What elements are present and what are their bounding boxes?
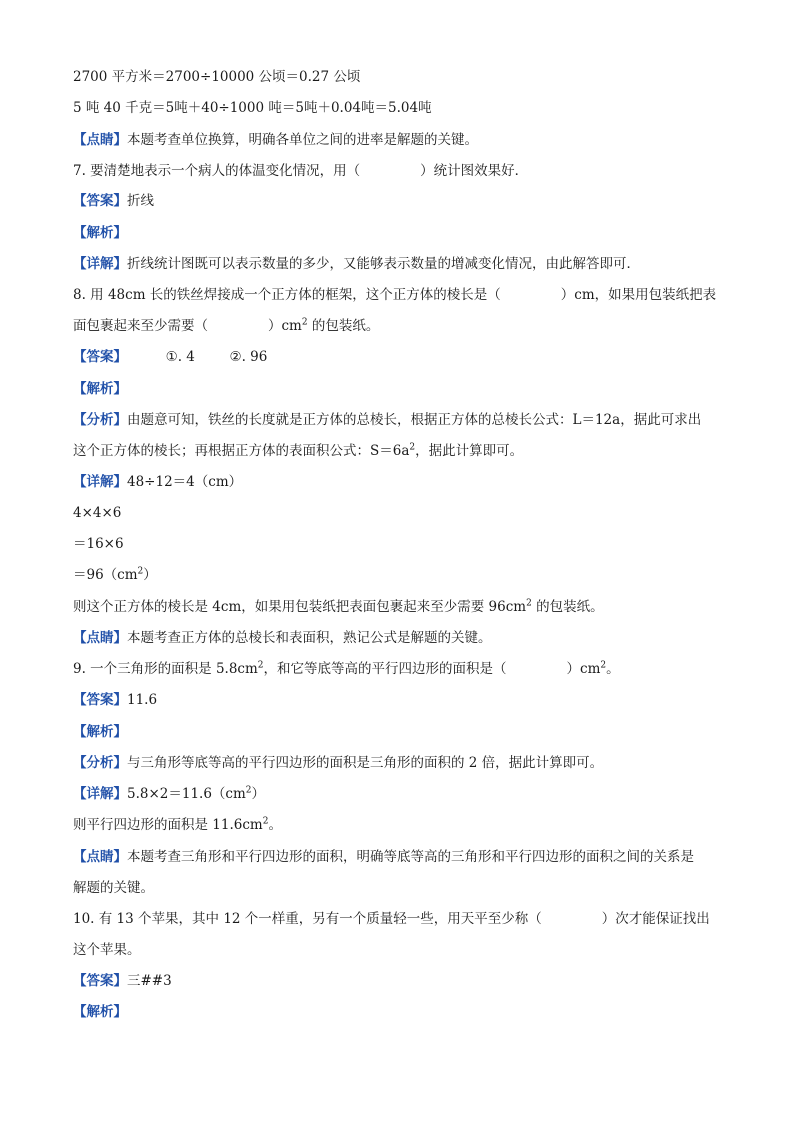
question-7 [73, 162, 528, 180]
key-point-tag: 【点睛】 [73, 849, 127, 865]
question-text: 这个苹果。 [73, 942, 141, 958]
question-text: 7. 要清楚地表示一个病人的体温变化情况，用（ [73, 163, 361, 179]
conclusion-text: 则这个正方体的棱长是 4cm，如果用包装纸把表面包裹起来至少需要 96cm [73, 599, 527, 615]
answer-tag: 【答案】 [73, 349, 127, 365]
detail-tag: 【详解】 [73, 256, 127, 272]
calculation-line [73, 566, 157, 584]
question-10-line-2 [73, 941, 141, 959]
reasoning-line-1 [73, 411, 701, 429]
question-text: ）cm [268, 318, 302, 334]
key-point-text: 本题考查正方体的总棱长和表面积，熟记公式是解题的关键。 [127, 630, 492, 646]
key-point-line-2 [73, 879, 154, 897]
answer-tag: 【答案】 [73, 692, 127, 708]
calculation-line [73, 504, 121, 522]
answer-value: . 4 [177, 349, 195, 365]
analysis-tag: 【解析】 [73, 1004, 127, 1020]
answer-tag: 【答案】 [73, 193, 127, 209]
analysis-line [73, 1003, 127, 1021]
question-text: 的包装纸。 [307, 318, 380, 334]
superscript: 2 [137, 566, 144, 577]
question-8-line-2 [73, 317, 379, 335]
conclusion-line [73, 816, 282, 834]
key-point-tag: 【点睛】 [73, 132, 127, 148]
detail-line [73, 785, 265, 803]
key-point-text: 解题的关键。 [73, 880, 154, 896]
superscript: 2 [409, 442, 416, 453]
key-point-line [73, 131, 478, 149]
conclusion-text: 则平行四边形的面积是 11.6cm [73, 817, 263, 833]
key-point-text: 本题考查三角形和平行四边形的面积，明确等底等高的三角形和平行四边形的面积之间的关系是 [127, 849, 694, 865]
calculation-line [73, 535, 124, 553]
circled-number-1: ① [165, 349, 178, 365]
detail-line [73, 473, 242, 491]
key-point-line-1 [73, 848, 694, 866]
superscript: 2 [245, 785, 252, 796]
answer-tag: 【答案】 [73, 973, 127, 989]
detail-text: ） [251, 786, 266, 802]
reasoning-tag: 【分析】 [73, 755, 127, 771]
question-text: 。 [606, 661, 620, 677]
key-point-text: 本题考查单位换算，明确各单位之间的进率是解题的关键。 [127, 132, 478, 148]
text-segment: 2700 平方米＝2700÷10000 公顷＝0.27 公顷 [73, 69, 361, 85]
question-text: ）cm [566, 661, 601, 677]
analysis-line [73, 380, 127, 398]
question-text: 9. 一个三角形的面积是 5.8cm [73, 661, 258, 677]
answer-line [73, 972, 172, 990]
key-point-tag: 【点睛】 [73, 630, 127, 646]
detail-tag: 【详解】 [73, 786, 127, 802]
question-text: 10. 有 13 个苹果，其中 12 个一样重，另有一个质量轻一些，用天平至少称（ [73, 911, 542, 927]
conclusion-text: 的包装纸。 [531, 599, 604, 615]
analysis-tag: 【解析】 [73, 225, 127, 241]
question-text: ）统计图效果好． [420, 163, 529, 179]
reasoning-text: 这个正方体的棱长；再根据正方体的表面积公式：S＝6a [73, 443, 410, 459]
unit-conversion-mass-line [73, 99, 432, 117]
circled-number-2: ② [229, 349, 242, 365]
detail-text: 折线统计图既可以表示数量的多少，又能够表示数量的增减变化情况，由此解答即可． [127, 256, 640, 272]
answer-text: 三##3 [127, 973, 172, 989]
question-9 [73, 660, 620, 678]
reasoning-line-2 [73, 442, 523, 460]
superscript: 2 [262, 816, 269, 827]
question-10-line-1 [73, 910, 710, 928]
answer-line [73, 691, 157, 709]
question-text: 面包裹起来至少需要（ [73, 318, 208, 334]
answer-value: . 96 [241, 349, 268, 365]
analysis-line [73, 224, 127, 242]
conclusion-line [73, 598, 604, 616]
detail-text: 48÷12＝4（cm） [127, 474, 243, 490]
answer-line [73, 192, 154, 210]
calculation-text: ） [143, 567, 157, 583]
reasoning-tag: 【分析】 [73, 412, 127, 428]
question-text: 8. 用 48cm 长的铁丝焊接成一个正方体的框架，这个正方体的棱长是（ [73, 287, 501, 303]
reasoning-text: 由题意可知，铁丝的长度就是正方体的总棱长，根据正方体的总棱长公式：L＝12a，据此可求出 [127, 412, 702, 428]
unit-conversion-area-line [73, 68, 360, 86]
question-text: ）cm，如果用包装纸把表 [560, 287, 717, 303]
reasoning-text: ，据此计算即可。 [415, 443, 524, 459]
superscript: 2 [526, 598, 532, 609]
answer-line [73, 348, 267, 366]
detail-text: 5.8×2＝11.6（cm [127, 786, 246, 802]
text-segment: 5 吨 40 千克＝5吨＋40÷1000 吨＝5吨＋0.04吨＝5.04吨 [73, 100, 432, 116]
analysis-line [73, 723, 127, 741]
answer-text: 11.6 [127, 692, 158, 708]
superscript: 2 [600, 660, 607, 671]
calculation-text: ＝16×6 [73, 536, 124, 552]
detail-tag: 【详解】 [73, 474, 127, 490]
superscript: 2 [257, 660, 264, 671]
detail-line [73, 255, 640, 273]
reasoning-line [73, 754, 603, 772]
question-text: ，和它等底等高的平行四边形的面积是（ [263, 661, 507, 677]
question-8-line-1 [73, 286, 716, 304]
reasoning-text: 与三角形等底等高的平行四边形的面积是三角形的面积的 2 倍，据此计算即可。 [127, 755, 604, 771]
analysis-tag: 【解析】 [73, 724, 127, 740]
superscript: 2 [301, 317, 308, 328]
calculation-text: ＝96（cm [73, 567, 138, 583]
key-point-line [73, 629, 492, 647]
analysis-tag: 【解析】 [73, 381, 127, 397]
conclusion-text: 。 [268, 817, 282, 833]
question-text: ）次才能保证找出 [601, 911, 710, 927]
answer-text: 折线 [127, 193, 154, 209]
calculation-text: 4×4×6 [73, 505, 122, 521]
